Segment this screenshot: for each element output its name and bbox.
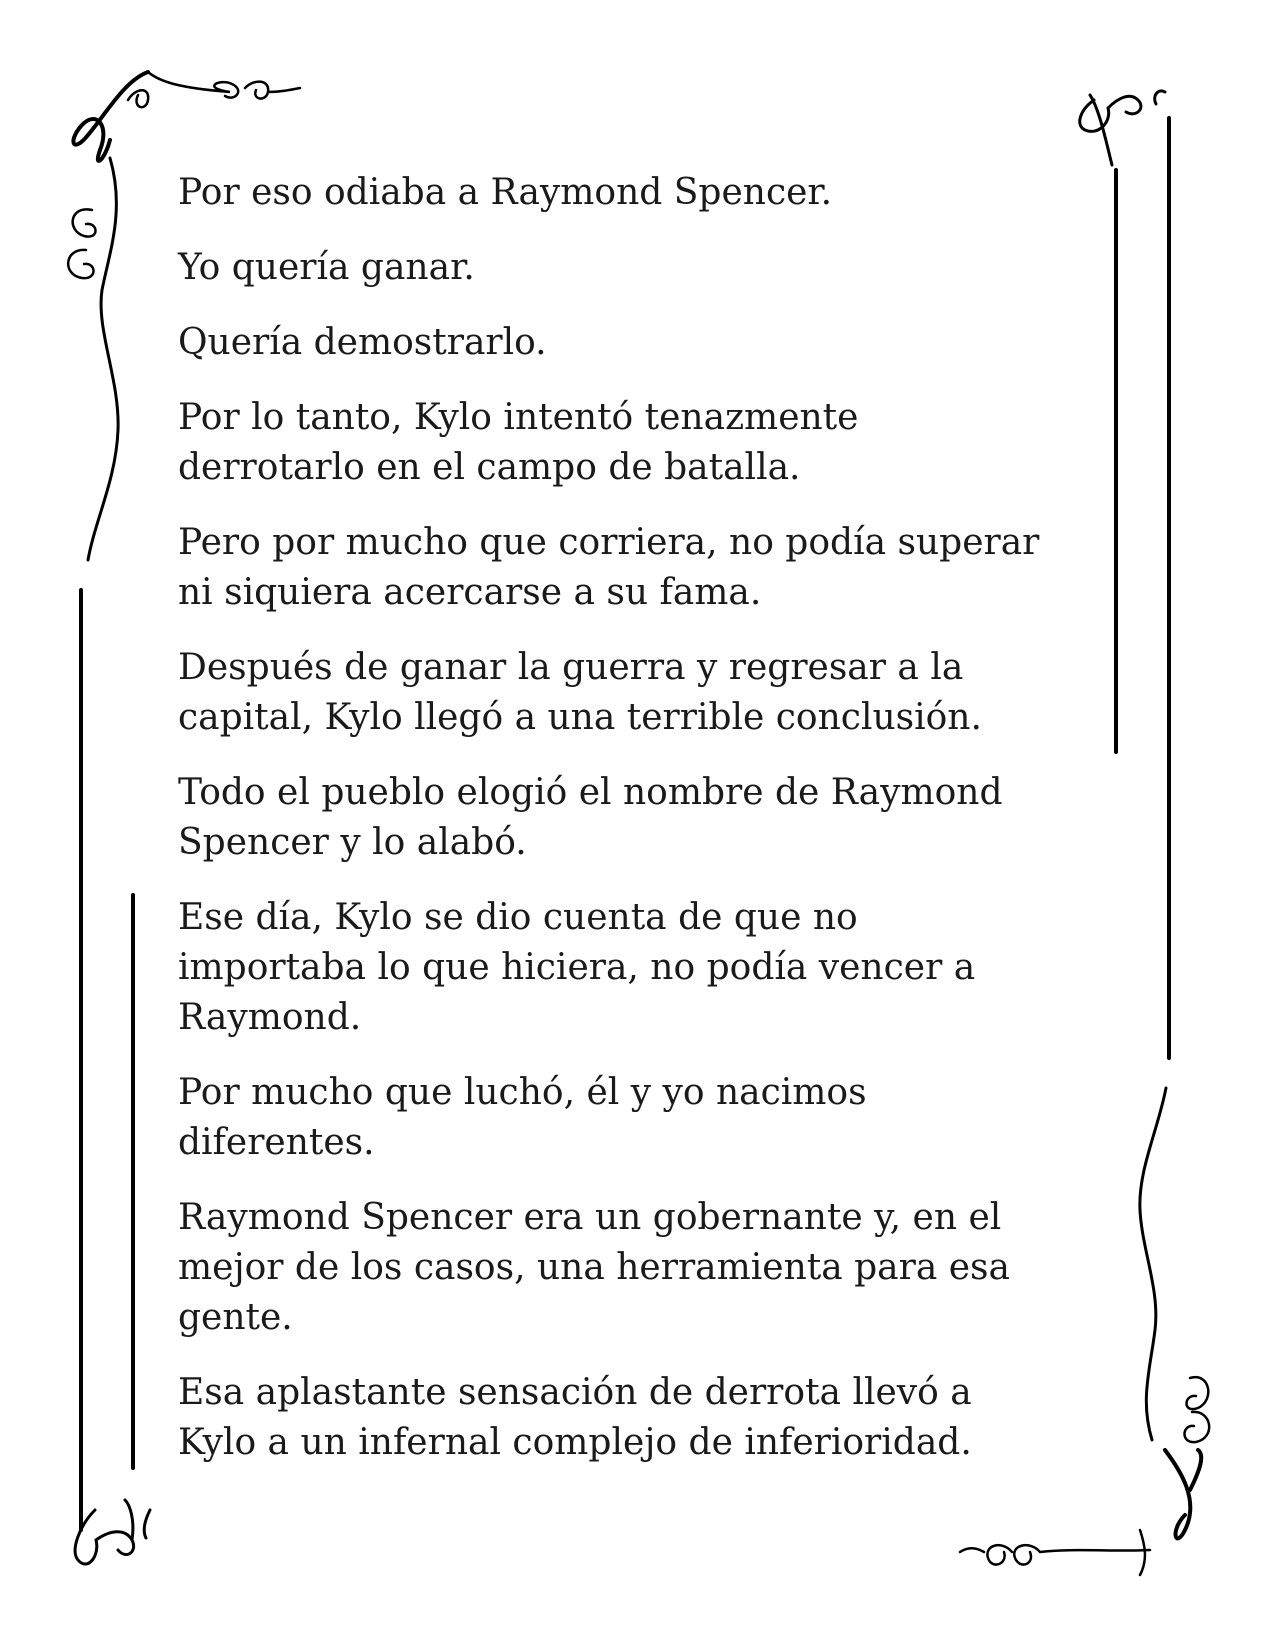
paragraph: Por lo tanto, Kylo intentó tenazmente derrotarlo en el campo de batalla.	[178, 397, 859, 488]
paragraph: Después de ganar la guerra y regresar a la capital, Kylo llegó a una terrible conclusión.	[178, 647, 982, 738]
bottom-left-flourish-icon	[75, 1500, 150, 1564]
paragraph: Pero por mucho que corriera, no podía superar ni siquiera acercarse a su fama.	[178, 522, 1040, 613]
paragraph: Yo quería ganar.	[178, 247, 475, 288]
paragraph: Por mucho que luchó, él y yo nacimos diferentes.	[178, 1072, 867, 1163]
top-right-flourish-icon	[1080, 91, 1165, 165]
paragraph: Raymond Spencer era un gobernante y, en el mejor de los casos, una herramienta para esa gente.	[178, 1197, 1010, 1338]
paragraph: Por eso odiaba a Raymond Spencer.	[178, 172, 833, 213]
paragraph: Esa aplastante sensación de derrota llevó a Kylo a un infernal complejo de inferioridad.	[178, 1372, 972, 1463]
paragraph: Todo el pueblo elogió el nombre de Raymond Spencer y lo alabó.	[178, 772, 1003, 863]
paragraph: Quería demostrarlo.	[178, 322, 547, 363]
paragraph: Ese día, Kylo se dio cuenta de que no importaba lo que hiciera, no podía vencer a Raymond.	[178, 897, 976, 1038]
page-text	[178, 168, 1078, 1493]
